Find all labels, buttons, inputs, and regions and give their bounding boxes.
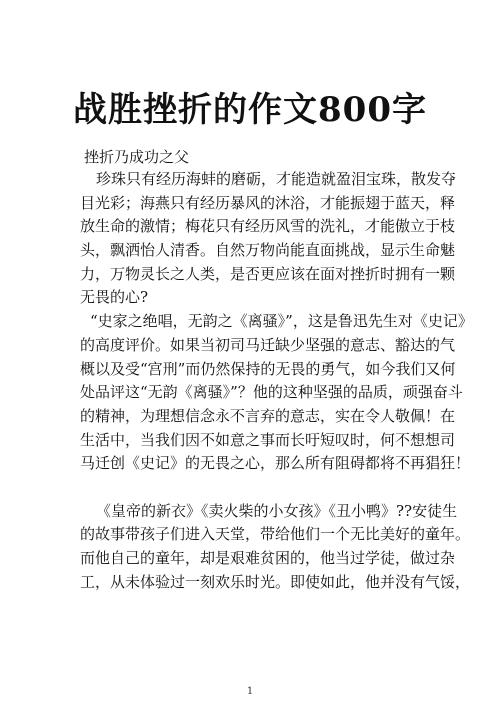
paragraph-3-line-3: 而他自己的童年，却是艰难贫困的，他当过学徒，做过杂 <box>80 549 456 567</box>
document-subtitle: 挫折乃成功之父 <box>84 148 190 166</box>
paragraph-2-line-6: 生活中，当我们因不如意之事而长吁短叹时，何不想想司 <box>80 430 456 449</box>
document-body <box>80 168 473 594</box>
paragraph-1-line-3: 放生命的激情；梅花只有经历风雪的洗礼，才能傲立于枝 <box>80 217 456 236</box>
paragraph-2-line-5: 的精神，为理想信念永不言弃的意志，实在令人敬佩！在 <box>80 406 456 425</box>
paragraph-1-line-6: 无畏的心? <box>80 288 149 307</box>
paragraph-3-line-2: 的故事带孩子们进入天堂，带给他们一个无比美好的童年。 <box>80 525 471 544</box>
page-number: 1 <box>246 686 254 697</box>
paragraph-1-line-1: 珍珠只有经历海蚌的磨砺，才能造就盈泪宝珠，散发夺 <box>96 170 457 188</box>
paragraph-1-line-4: 头，飘洒怡人清香。自然万物尚能直面挑战，显示生命魅 <box>80 241 456 260</box>
paragraph-1-line-5: 力，万物灵长之人类，是否更应该在面对挫折时拥有一颗 <box>80 264 456 283</box>
paragraph-2-line-2: 的高度评价。如果当初司马迁缺少坚强的意志、豁达的气 <box>80 335 456 354</box>
paragraph-2-line-4: 处品评这“无韵《离骚》”？他的这种坚强的品质，顽强奋斗 <box>80 383 463 402</box>
paragraph-2-line-3: 概以及受“宫刑”而仍然保持的无畏的勇气，如今我们又何 <box>80 359 456 378</box>
paragraph-3-line-1: 《皇帝的新衣》《卖火柴的小女孩》《丑小鸭》??安徒生 <box>96 501 458 520</box>
paragraph-2-line-1: “史家之绝唱，无韵之《离骚》”，这是鲁迅先生对《史记》 <box>90 312 473 331</box>
paragraph-1-line-2: 目光彩；海燕只有经历暴风的沐浴，才能振翅于蓝天，释 <box>80 193 456 212</box>
paragraph-2-line-7: 马迁创《史记》的无畏之心，那么所有阻碍都将不再猖狂！ <box>80 454 471 473</box>
paragraph-gap <box>80 476 425 500</box>
paragraph-3-line-4: 工，从未体验过一刻欢乐时光。即使如此，他并没有气馁， <box>80 572 471 591</box>
document-title: 战胜挫折的作文800字 <box>73 90 427 130</box>
